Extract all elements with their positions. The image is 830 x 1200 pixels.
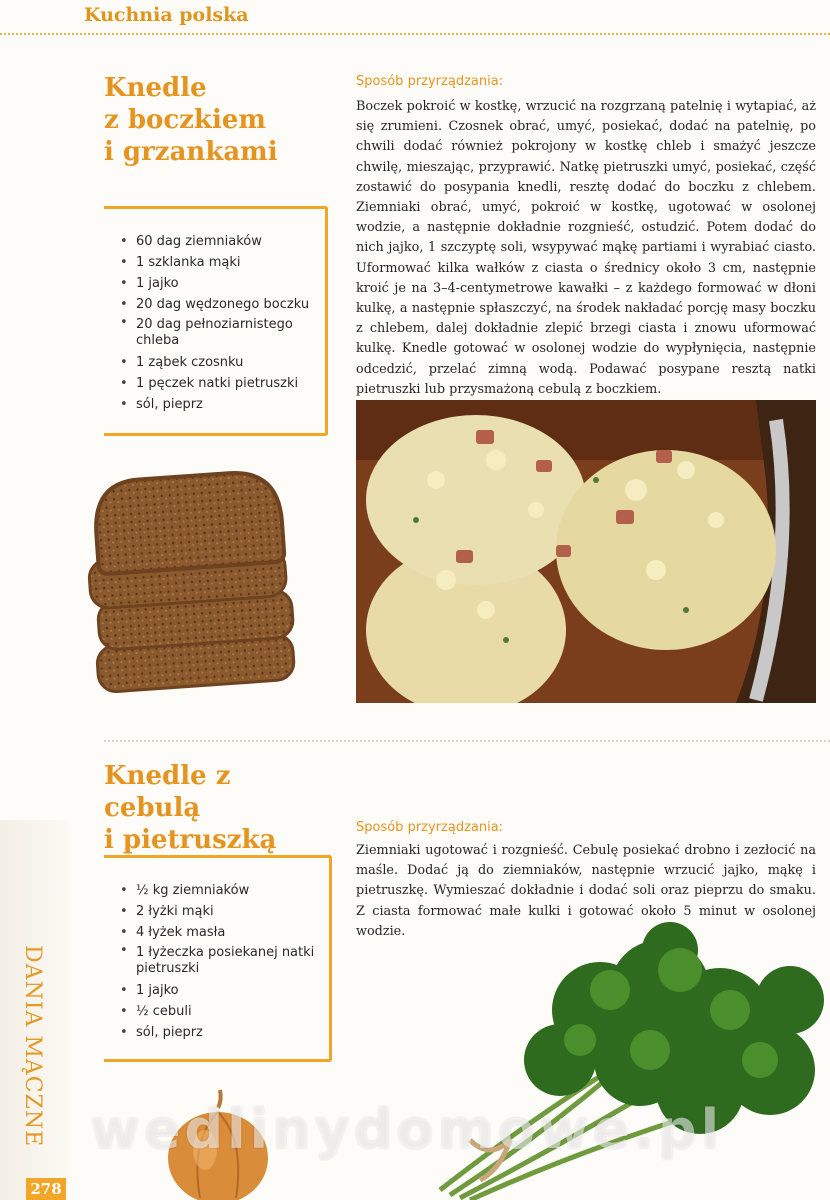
section-title: Kuchnia polska bbox=[84, 4, 249, 26]
ingredient-item: • 20 dag pełnoziarnistego chleba bbox=[120, 315, 320, 352]
ingredient-item: • 1 łyżeczka posiekanej natki pietruszki bbox=[120, 943, 325, 980]
ingredient-item: • 1 pęczek natki pietruszki bbox=[120, 373, 320, 394]
recipe-2-ingredients bbox=[120, 880, 325, 1043]
watermark: wedlinydomowe.pl bbox=[90, 1098, 724, 1161]
ingredient-item: • 1 szklanka mąki bbox=[120, 252, 320, 273]
ingredient-item: • 60 dag ziemniaków bbox=[120, 231, 320, 252]
ingredient-item: • 2 łyżki mąki bbox=[120, 901, 325, 922]
ingredient-item: • sól, pieprz bbox=[120, 394, 320, 415]
recipe-2-method-heading: Sposób przyrządzania: bbox=[356, 820, 504, 835]
section-divider bbox=[104, 740, 830, 742]
ingredient-item: • 1 jajko bbox=[120, 273, 320, 294]
recipe-1-method-heading: Sposób przyrządzania: bbox=[356, 74, 504, 89]
recipe-2-title-line: Knedle z cebulą bbox=[104, 761, 231, 823]
header-rule bbox=[0, 33, 830, 35]
ingredient-item: • 1 jajko bbox=[120, 980, 325, 1001]
recipe-1-title bbox=[104, 72, 324, 168]
ingredient-item: • 1 ząbek czosnku bbox=[120, 352, 320, 373]
recipe-2-title bbox=[104, 760, 334, 856]
page-number: 278 bbox=[26, 1178, 66, 1200]
recipe-2-title-line: i pietruszką bbox=[104, 825, 277, 855]
page-header bbox=[0, 0, 830, 40]
ingredient-item: • ½ kg ziemniaków bbox=[120, 880, 325, 901]
ingredient-item: • ½ cebuli bbox=[120, 1001, 325, 1022]
ingredient-item: • 4 łyżek masła bbox=[120, 922, 325, 943]
ingredient-item: • sól, pieprz bbox=[120, 1022, 325, 1043]
dumplings-photo bbox=[356, 400, 816, 703]
chapter-label: DANIA MĄCZNE bbox=[20, 945, 45, 1148]
bread-slices-image bbox=[86, 468, 298, 698]
recipe-1-ingredients bbox=[120, 231, 320, 415]
recipe-1-title-line: i grzankami bbox=[104, 137, 278, 167]
recipe-2-method-text: Ziemniaki ugotować i rozgnieść. Cebulę posiekać drobno i zezłocić na maśle. Dodać ją do ziemniaków, następnie wrzucić jajko, mąkę i pietruszkę. Wymieszać dokładnie i dodać soli oraz pieprzu do smaku. Z ciasta formować małe kulki i gotować około 5 minut w osolonej wodzie. bbox=[356, 843, 816, 939]
recipe-1-method-text: Boczek pokroić w kostkę, wrzucić na rozgrzaną patelnię i wytapiać, aż się zrumieni. Czosnek obrać, umyć, posiekać, dodać na patelnię, po chwili dodać również pokrojony w kostkę chleb i smażyć jeszcze chwilę, mieszając, przyprawić. Natkę pietruszki umyć, posiekać, część zostawić do posypania knedli, resztę dodać do boczku z chlebem. Ziemniaki obrać, umyć, pokroić w kostkę, ugotować w osolonej wodzie, a następnie dokładnie rozgnieść, ostudzić. Potem dodać do nich jajko, 1 szczyptę soli, wsypywać mąkę partiami i wyrabiać ciasto. Uformować kilka wałków z ciasta o średnicy około 3 cm, następnie kroić je na 3–4-centymetrowe kawałki – z każdego formować w dłoni kulkę, a następnie spłaszczyć, na środek nakładać porcję masy boczku z chlebem, dalej dokładnie zlepić brzegi ciasta i znowu uformować kulkę. Knedle gotować w osolonej wodzie do wypłynięcia, następnie odcedzić, przelać zimną wodą. Podawać posypane resztą natki pietruszki lub przysmażoną cebulą z boczkiem. bbox=[356, 99, 816, 397]
recipe-1-title-line: Knedle bbox=[104, 73, 207, 103]
ingredient-item: • 20 dag wędzonego boczku bbox=[120, 294, 320, 315]
recipe-1-title-line: z boczkiem bbox=[104, 105, 266, 135]
